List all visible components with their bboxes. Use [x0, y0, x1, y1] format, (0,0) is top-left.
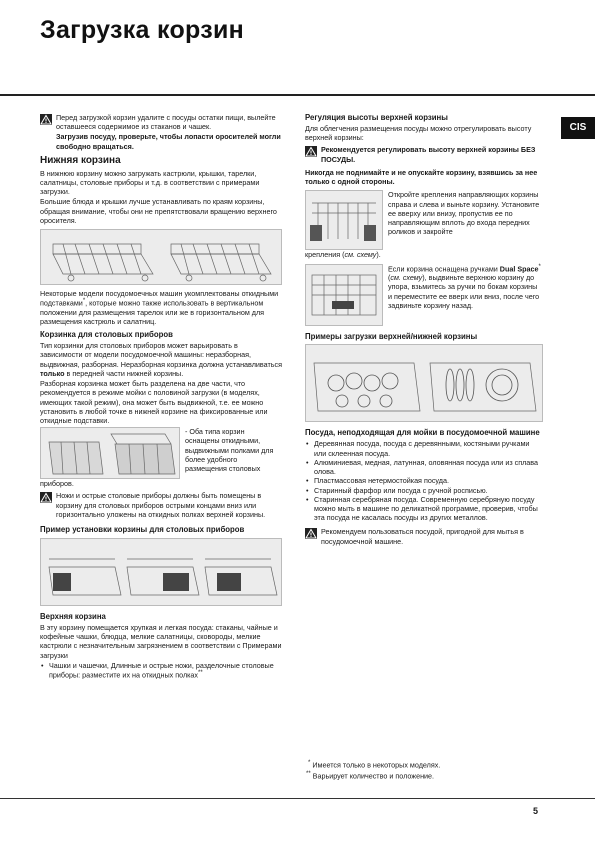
footnote-mark: * [308, 760, 311, 766]
text: ), выдвиньте верхнюю корзину до упора, взьмитесь за ручки по бокам корзины и переместите ее вверх или вниз, после чего задвиньте корзину назад. [388, 273, 540, 310]
height-adjust-heading: Регуляция высоты верхней корзины [305, 113, 448, 122]
dual-space-figure-row [305, 264, 543, 326]
footnote-text: Имеется только в некоторых моделях. [312, 760, 441, 770]
text: Чашки и чашечки, Длинные и острые ножи, разделочные столовые приборы: разместите их на откидных полках [49, 660, 274, 680]
list-item: • Старинная серебряная посуда. Современную серебряную посуду можно мыть в машине по деликатной программе, проверив, чтобы эта посуда не касалась посуды из других металлов. [305, 495, 543, 523]
cutlery-example-illustration [41, 539, 281, 605]
dual-space-illustration [306, 265, 382, 325]
figure-caption: - Оба типа корзин оснащены откидными, выдвижными полками для более удобного размещения столовых [185, 427, 274, 474]
cutlery-example-figure [40, 538, 282, 606]
footnote-2 [306, 771, 434, 781]
warning-block [40, 113, 282, 152]
cutlery-basket-illustration [41, 428, 179, 478]
footnote-text: Варьирует количество и положение. [312, 771, 435, 781]
footnote-1 [308, 760, 440, 770]
text: Тип корзинки для столовых приборов может варьировать в зависимости от модели посудомоечной машины: неразборная, выдвижная, разборная. Неразборная корзинка должна устанавливаться [40, 341, 283, 369]
header-divider [0, 94, 595, 96]
unsuitable-list [305, 439, 543, 522]
warning-block [305, 527, 543, 546]
lower-basket-illustration [41, 230, 281, 284]
paragraph: Разборная корзинка может быть разделена на две части, что рекомендуется в режиме мойки с половиной загрузки (в моделях, имеющих такой режим), она может быть выдвижной, т.е. ее можно установить в любой точке в нижней корзине на фиксированные или откидные подставки. [40, 379, 268, 425]
upper-basket-list [40, 661, 282, 680]
right-column [305, 113, 543, 547]
language-tab: CIS [561, 117, 595, 139]
paragraph: В нижнюю корзину можно загружать кастрюли, крышки, тарелки, салатницы, столовые приборы и т.д. в соответствии с примерами загрузки. [40, 168, 260, 197]
loading-examples-heading: Примеры загрузки верхней/нижней корзины [305, 331, 478, 341]
warning-icon [305, 528, 317, 539]
height-figure-row [305, 190, 543, 250]
list-item: • Пластмассовая нетермостойкая посуда. [305, 476, 543, 485]
list-item: • Алюминиевая, медная, латунная, оловянная посуда или из сплава олова. [305, 458, 543, 476]
rail-clip-figure [305, 190, 383, 250]
warning-block [305, 145, 543, 164]
warning-text-bold: Загрузив посуду, проверьте, чтобы лопасти оросителей могли свободно вращаться. [56, 132, 281, 151]
paragraph: Большие блюда и крышки лучше устанавливать по краям корзины, обращая внимание, чтобы они не препятствовали вращению верхнего оросителя. [40, 197, 277, 225]
warning-icon [305, 146, 317, 157]
warning-text: Перед загрузкой корзин удалите с посуды остатки пищи, вылейте оставшееся содержимое из стаканов и чашек. [56, 113, 276, 132]
lower-basket-heading: Нижняя корзина [40, 154, 121, 166]
loading-examples-illustration [306, 345, 542, 421]
dual-space-figure [305, 264, 383, 326]
page-number: 5 [532, 806, 538, 817]
text: ). [376, 250, 381, 260]
paragraph [40, 341, 282, 378]
left-column [40, 113, 282, 680]
upper-basket-heading: Верхняя корзина [40, 612, 106, 622]
warning-text: Ножи и острые столовые приборы должны быть помещены в корзину для столовых приборов острыми концами вниз или горизонтально уложены на откидных полках верхней корзины. [56, 491, 266, 519]
text-bold: только [40, 368, 65, 378]
text: крепления ( [305, 250, 345, 260]
unsuitable-heading: Посуда, неподходящая для мойки в посудомоечной машине [305, 428, 540, 438]
footer-divider [0, 798, 595, 799]
footnote-mark: * [538, 263, 541, 270]
warning-block [40, 491, 282, 520]
text-italic: см. схему [344, 250, 377, 260]
warning-text: Рекомендуем пользоваться посудой, пригодной для мытья в посудомоечной машине. [321, 527, 524, 546]
text: Если корзина оснащена ручками [388, 263, 500, 273]
cutlery-figure-row [40, 427, 282, 479]
figure-caption-tail [305, 250, 543, 259]
footnote-mark: * [82, 298, 86, 305]
rail-clip-illustration [306, 191, 382, 249]
cutlery-basket-figure [40, 427, 180, 479]
figure-caption: Откройте крепления направляющих корзины справа и слева и выньте корзину. Установите ее вверху или внизу, пропустив ее по направляющим вплоть до входа передних роликов и закройте [388, 190, 540, 237]
figure-caption [388, 264, 543, 325]
page-title: Загрузка корзин [40, 16, 245, 44]
text: , которые можно также использовать в вертикальном положении для размещения тарелок или же в горизонтальном для размещения кастрюль и салатниц. [40, 298, 265, 327]
figure-caption-tail: приборов. [40, 479, 74, 489]
paragraph-bold: Никогда не поднимайте и не опускайте корзину, взявшись за нее только с одной стороны. [305, 167, 538, 187]
paragraph [40, 289, 282, 326]
lower-basket-figure [40, 229, 282, 285]
list-item: • Старинный фарфор или посуда с ручной росписью. [305, 486, 543, 495]
footnote-mark: ** [198, 670, 203, 677]
text-italic: см. схему [390, 273, 423, 283]
list-item [40, 661, 282, 680]
paragraph: В эту корзину помещается хрупкая и легкая посуда: стаканы, чайные и кофейные чашки, блюдца, мелкие салатницы, сковороды, мелкие кастрюли с незначительным загрязнением в соответствии с Примерами загрузки [40, 623, 282, 660]
paragraph: Для облегчения размещения посуды можно отрегулировать высоту верхней корзины: [305, 123, 532, 143]
list-item: • Деревянная посуда, посуда с деревянными, костяными ручками или склеенная посуда. [305, 439, 543, 457]
warning-text: Рекомендуется регулировать высоту верхней корзины БЕЗ ПОСУДЫ. [321, 145, 536, 164]
loading-examples-figure [305, 344, 543, 422]
warning-icon [40, 492, 52, 503]
warning-icon [40, 114, 52, 125]
cutlery-example-heading: Пример установки корзины для столовых приборов [40, 525, 245, 535]
text: ( [388, 273, 391, 283]
footnote-mark: ** [306, 771, 311, 777]
cutlery-basket-heading: Корзинка для столовых приборов [40, 330, 173, 340]
text: Некоторые модели посудомоечных машин укомплектованы откидными подставками [40, 288, 279, 308]
text: в передней части нижней корзины. [64, 368, 184, 378]
text-bold: Dual Space [499, 263, 539, 273]
